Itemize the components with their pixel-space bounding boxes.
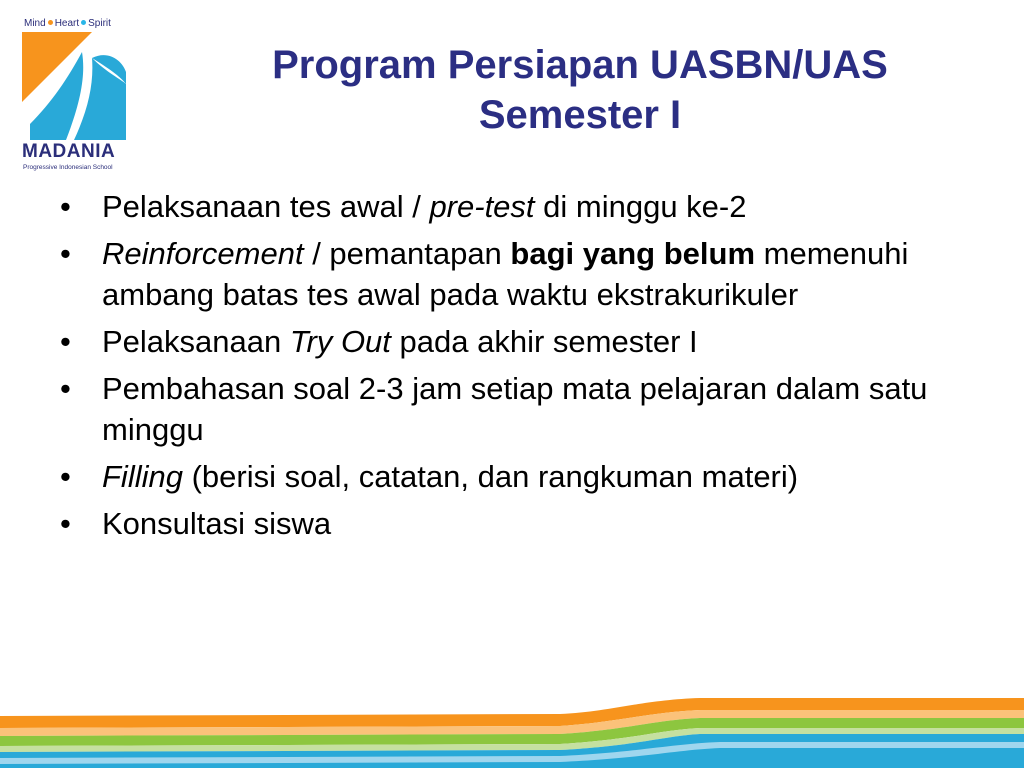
bullet-text-segment: Filling [102, 459, 183, 494]
bullet-icon: • [60, 371, 71, 406]
footer-wave-decoration [0, 696, 1024, 768]
logo-tagline-spirit: Spirit [88, 18, 111, 29]
bullet-text-segment: pre-test [429, 189, 535, 224]
bullet-text-segment: (berisi soal, catatan, dan rangkuman materi) [182, 459, 799, 494]
slide-title [150, 40, 1010, 140]
bullet-text-segment: Try Out [289, 324, 391, 359]
tagline-dot-1 [48, 20, 53, 25]
bullet-text-segment: / pemantapan [303, 236, 511, 271]
logo-emblem-icon [22, 32, 126, 140]
bullet-icon: • [60, 459, 71, 494]
bullet-text-segment: Konsultasi siswa [102, 506, 332, 541]
bullet-icon: • [60, 324, 71, 359]
bullet-text-segment: Pembahasan soal 2-3 jam setiap mata pelajaran dalam satu minggu [102, 371, 928, 447]
bullet-item-5 [60, 456, 970, 497]
bullet-item-6 [60, 503, 970, 544]
title-line-1: Program Persiapan UASBN/UAS [272, 43, 888, 87]
logo-tagline-heart: Heart [54, 18, 80, 29]
logo-subtitle: Progressive Indonesian School [23, 164, 113, 171]
bullet-text-segment: Reinforcement [102, 236, 304, 271]
bullet-item-4 [60, 368, 970, 450]
logo-tagline [24, 18, 132, 29]
bullet-text-segment: bagi yang belum [510, 236, 756, 271]
bullet-text-segment: di minggu ke-2 [534, 189, 747, 224]
bullet-icon: • [60, 236, 71, 271]
bullet-list [60, 186, 970, 550]
bullet-icon: • [60, 189, 71, 224]
bullet-item-2 [60, 233, 970, 315]
bullet-text-segment: pada akhir semester I [390, 324, 698, 359]
tagline-dot-2 [81, 20, 86, 25]
bullet-text-segment: Pelaksanaan [102, 324, 290, 359]
bullet-text-segment: Pelaksanaan tes awal / [102, 189, 430, 224]
bullet-icon: • [60, 506, 71, 541]
bullet-text-segment: memenuhi ambang batas tes awal pada waktu ekstrakurikuler [102, 236, 909, 312]
logo-name: MADANIA [22, 141, 116, 162]
title-line-2: Semester I [478, 93, 682, 137]
logo-tagline-mind: Mind [24, 18, 46, 29]
madania-logo [20, 18, 128, 174]
bullet-item-3 [60, 321, 970, 362]
bullet-item-1 [60, 186, 970, 227]
